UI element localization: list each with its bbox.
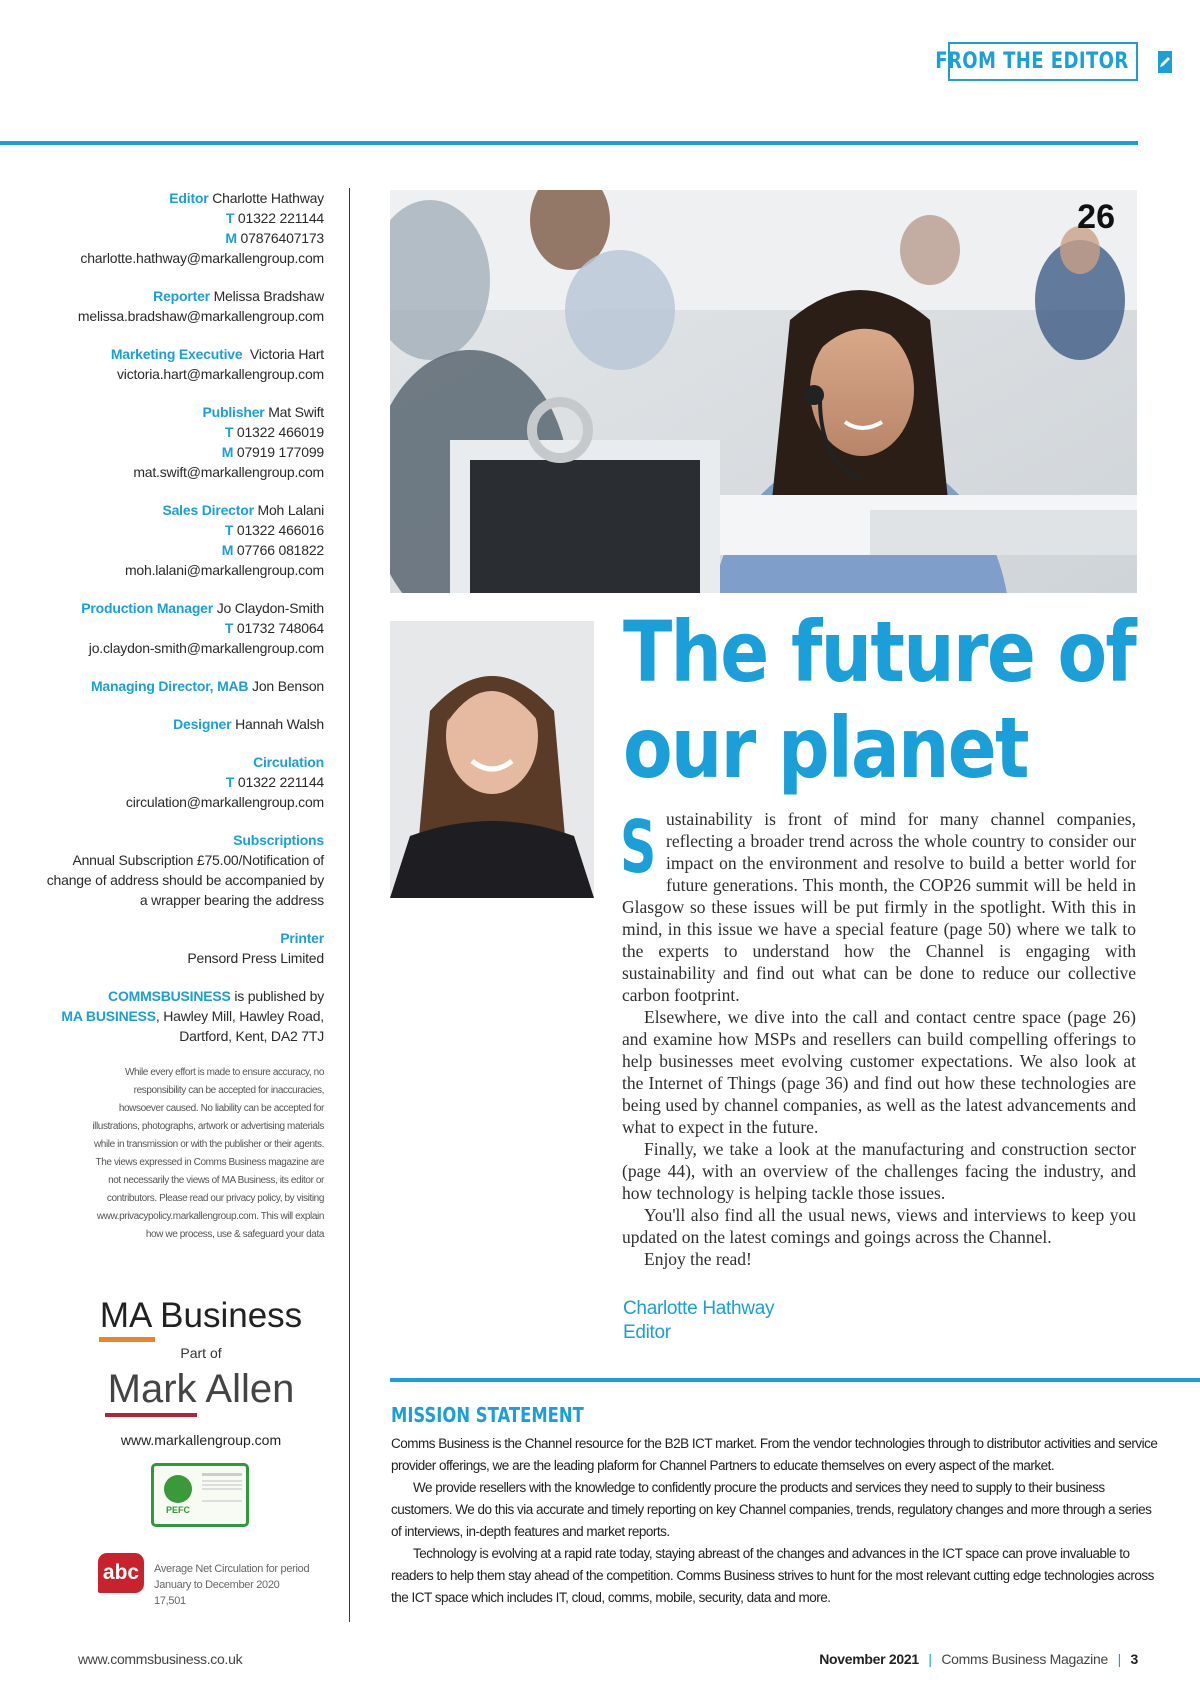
staff-text: 07766 081822 [233, 542, 324, 558]
staff-text: 07919 177099 [233, 444, 324, 460]
staff-line [40, 1006, 324, 1026]
column-divider [349, 188, 350, 1622]
disclaimer-line: illustrations, photographs, artwork or advertising materials [92, 1121, 324, 1132]
staff-line [40, 462, 324, 482]
staff-text: , Hawley Mill, Hawley Road, [155, 1008, 324, 1024]
phone-type-label: M [221, 542, 234, 558]
disclaimer-line: how we process, use & safeguard your data [145, 1229, 324, 1240]
footer-date: November 2021 [819, 1651, 919, 1667]
staff-role: Sales Director [162, 502, 254, 518]
staff-text: is published by [230, 988, 324, 1004]
phone-type-label: M [225, 230, 237, 246]
staff-line [40, 638, 324, 658]
staff-line [40, 948, 324, 968]
staff-email[interactable]: charlotte.hathway@markallengroup.com [80, 250, 324, 266]
staff-email[interactable]: victoria.hart@markallengroup.com [116, 366, 324, 382]
staff-role: Publisher [202, 404, 265, 420]
mission-rule [390, 1378, 1200, 1382]
from-the-editor-tag [935, 42, 1138, 81]
header-rule [0, 141, 1138, 145]
footer-magazine: Comms Business Magazine [941, 1651, 1108, 1667]
disclaimer-line: contributors. Please read our privacy policy, by visiting [106, 1193, 324, 1204]
staff-line [40, 772, 324, 792]
phone-type-label: T [224, 522, 234, 538]
staff-block [40, 714, 324, 734]
disclaimer-line: www.privacypolicy.markallengroup.com. This will explain [96, 1211, 324, 1222]
editor-portrait [390, 621, 594, 898]
staff-line [40, 500, 324, 520]
staff-line [40, 870, 324, 890]
article-body [620, 805, 1136, 1270]
staff-line [40, 540, 324, 560]
disclaimer-line: while in transmission or with the publisher or their agents. [93, 1139, 324, 1150]
staff-line [40, 752, 324, 772]
staff-line [40, 442, 324, 462]
editor-photo-illustration [390, 621, 594, 898]
staff-text: change of address should be accompanied by [46, 872, 324, 888]
mission-paragraph-3: Technology is evolving at a rapid rate today, staying abreast of the changes and advances in the ICT space can prove invaluable to readers to help them stay ahead of the competition. Comms Business strives to hunt for the most relevant cutting edge technologies across the ICT space which includes IT, cloud, comms, mobile, security, data and more. [391, 1546, 1154, 1605]
staff-text: Hannah Walsh [231, 716, 324, 732]
staff-line [40, 560, 324, 580]
pencil-edit-icon [1158, 51, 1172, 73]
article-paragraph-1: ustainability is front of mind for many channel companies, reflecting a broader trend across the whole country to consider our impact on the environment and resolve to build a better world for future generations. This month, the COP26 summit will be held in Glasgow so these issues will be put firmly in the spotlight. With this in mind, in this issue we have a special feature (page 50) where we talk to the experts to understand how the Channel is engaging with sustainability and find out what can be done to reduce our collective carbon footprint. [622, 809, 1136, 1005]
phone-type-label: T [224, 424, 234, 440]
staff-line [40, 286, 324, 306]
staff-block [40, 188, 324, 268]
staff-line [40, 208, 324, 228]
footer-issue-info [819, 1651, 1138, 1667]
staff-block [40, 928, 324, 968]
staff-text: Annual Subscription £75.00/Notification of [72, 852, 324, 868]
staff-line [40, 364, 324, 384]
staff-text: a wrapper bearing the address [139, 892, 324, 908]
pefc-tree-icon [164, 1475, 192, 1503]
disclaimer-line: howsoever caused. No liability can be accepted for [118, 1103, 324, 1114]
staff-block [40, 598, 324, 658]
staff-text: Moh Lalani [253, 502, 324, 518]
staff-list [40, 188, 324, 1244]
ma-business-logo [96, 1296, 306, 1342]
staff-line [40, 928, 324, 948]
disclaimer-line: responsibility can be accepted for inaccuracies, [133, 1085, 324, 1096]
staff-line [40, 306, 324, 326]
footer-site-url[interactable]: www.commsbusiness.co.uk [78, 1651, 243, 1667]
staff-line [40, 520, 324, 540]
staff-block [40, 752, 324, 812]
mark-allen-wordmark: Mark Allen [107, 1367, 295, 1411]
staff-role: Editor [169, 190, 209, 206]
staff-line [40, 792, 324, 812]
phone-type-label: T [225, 210, 235, 226]
editor-signature [623, 1297, 774, 1345]
staff-email[interactable]: melissa.bradshaw@markallengroup.com [77, 308, 324, 324]
staff-role: MA BUSINESS [61, 1008, 156, 1024]
staff-block [40, 402, 324, 482]
mission-paragraph-1: Comms Business is the Channel resource for the B2B ICT market. From the vendor technologies through to distributor activities and service provider offerings, we are the leading plaform for Channel Partners to educate themselves on every aspect of the market. [391, 1436, 1158, 1473]
staff-line [40, 188, 324, 208]
staff-block [40, 676, 324, 696]
page-number-badge: 26 [1077, 198, 1115, 236]
staff-text: Jo Claydon-Smith [213, 600, 324, 616]
staff-line [40, 1026, 324, 1046]
staff-line [40, 850, 324, 870]
staff-text: Victoria Hart [242, 346, 324, 362]
staff-text: Melissa Bradshaw [209, 288, 324, 304]
staff-email[interactable]: jo.claydon-smith@markallengroup.com [88, 640, 324, 656]
staff-role: Designer [173, 716, 232, 732]
disclaimer-line: not necessarily the views of MA Business, its editor or [108, 1175, 324, 1186]
staff-line [40, 598, 324, 618]
signature-name: Charlotte Hathway [623, 1298, 775, 1319]
staff-role: Production Manager [81, 600, 214, 616]
staff-text: 01732 748064 [233, 620, 324, 636]
call-centre-illustration [390, 190, 1137, 593]
staff-role: COMMSBUSINESS [108, 988, 231, 1004]
signature-title: Editor [623, 1322, 671, 1343]
staff-role: Printer [280, 930, 324, 946]
phone-type-label: T [225, 774, 235, 790]
staff-text: Charlotte Hathway [208, 190, 324, 206]
mission-title: MISSION STATEMENT [391, 1403, 584, 1427]
staff-line [40, 422, 324, 442]
footer-separator-1: | [928, 1651, 932, 1667]
article-paragraph-3: Finally, we take a look at the manufacturing and construction sector (page 44), with an overview of the challenges facing the industry, and how technology is helping tackle those issues. [622, 1139, 1136, 1203]
staff-text: 01322 466016 [233, 522, 324, 538]
phone-type-label: T [224, 620, 234, 636]
staff-text: 07876407173 [236, 230, 324, 246]
article-paragraph-4: You'll also find all the usual news, views and interviews to keep you updated on the latest comings and goings across the Channel. [622, 1205, 1136, 1247]
legal-disclaimer [40, 1064, 324, 1244]
staff-block [40, 500, 324, 580]
staff-text: Pensord Press Limited [187, 950, 324, 966]
staff-line [40, 714, 324, 734]
staff-text: 01322 221144 [234, 210, 324, 226]
abc-circulation-note: Average Net Circulation for period January to December 2020 17,501 [154, 1563, 310, 1607]
staff-role: Reporter [153, 288, 210, 304]
headline-line-1: The future of [623, 603, 1136, 701]
staff-block [40, 830, 324, 910]
part-of-label: Part of [180, 1345, 222, 1361]
article-paragraph-5: Enjoy the read! [644, 1249, 752, 1269]
staff-line [40, 890, 324, 910]
mark-allen-underline [105, 1413, 197, 1417]
staff-line [40, 676, 324, 696]
mission-paragraph-2: We provide resellers with the knowledge to confidently procure the products and services they need to supply to their business customers. We do this via accurate and timely reporting on key Channel companies, trends, regulatory changes and more through a series of interviews, in-depth features and market reports. [391, 1480, 1152, 1539]
staff-text: Dartford, Kent, DA2 7TJ [179, 1028, 324, 1044]
staff-line [40, 830, 324, 850]
pefc-fine-print [202, 1470, 242, 1520]
staff-block [40, 286, 324, 326]
staff-role: Marketing Executive [110, 346, 243, 362]
staff-email[interactable]: mat.swift@markallengroup.com [133, 464, 324, 480]
section-label: FROM THE EDITOR [935, 49, 1129, 74]
staff-block [40, 344, 324, 384]
staff-role: Managing Director, MAB [90, 678, 249, 694]
staff-line [40, 402, 324, 422]
hero-photo-call-centre [390, 190, 1137, 593]
article-paragraph-2: Elsewhere, we dive into the call and contact centre space (page 26) and examine how MSPs and resellers can build compelling offerings to help businesses meet evolving customer expectations. We also look at the Internet of Things (page 36) and find out how these technologies are being used by channel companies, as well as the latest advancements and what to expect in the future. [622, 1007, 1136, 1137]
drop-cap: S [620, 805, 657, 889]
footer-page-number: 3 [1130, 1651, 1138, 1667]
abc-logo: abc [98, 1553, 144, 1593]
staff-line [40, 248, 324, 268]
staff-text: 01322 466019 [233, 424, 324, 440]
mark-allen-url[interactable]: www.markallengroup.com [120, 1432, 282, 1448]
staff-block [40, 986, 324, 1046]
ma-underline [99, 1337, 155, 1342]
pefc-wordmark: PEFC [165, 1505, 190, 1515]
phone-type-label: M [221, 444, 234, 460]
staff-email[interactable]: circulation@markallengroup.com [125, 794, 324, 810]
disclaimer-line: While every effort is made to ensure accuracy, no [124, 1067, 324, 1078]
headline-line-2: our planet [623, 699, 1028, 797]
staff-line [40, 618, 324, 638]
article-headline [623, 603, 1136, 797]
staff-line [40, 228, 324, 248]
staff-role: Subscriptions [233, 832, 324, 848]
staff-line [40, 986, 324, 1006]
staff-text: Jon Benson [248, 678, 324, 694]
staff-email[interactable]: moh.lalani@markallengroup.com [124, 562, 324, 578]
mission-body [391, 1433, 1161, 1609]
staff-line [40, 344, 324, 364]
disclaimer-line: The views expressed in Comms Business magazine are [95, 1157, 324, 1168]
staff-text: 01322 221144 [234, 774, 324, 790]
pefc-certified-logo [151, 1463, 249, 1527]
ma-business-wordmark: MA Business [99, 1296, 303, 1335]
staff-role: Circulation [253, 754, 324, 770]
staff-text: Mat Swift [264, 404, 324, 420]
footer-separator-2: | [1117, 1651, 1121, 1667]
